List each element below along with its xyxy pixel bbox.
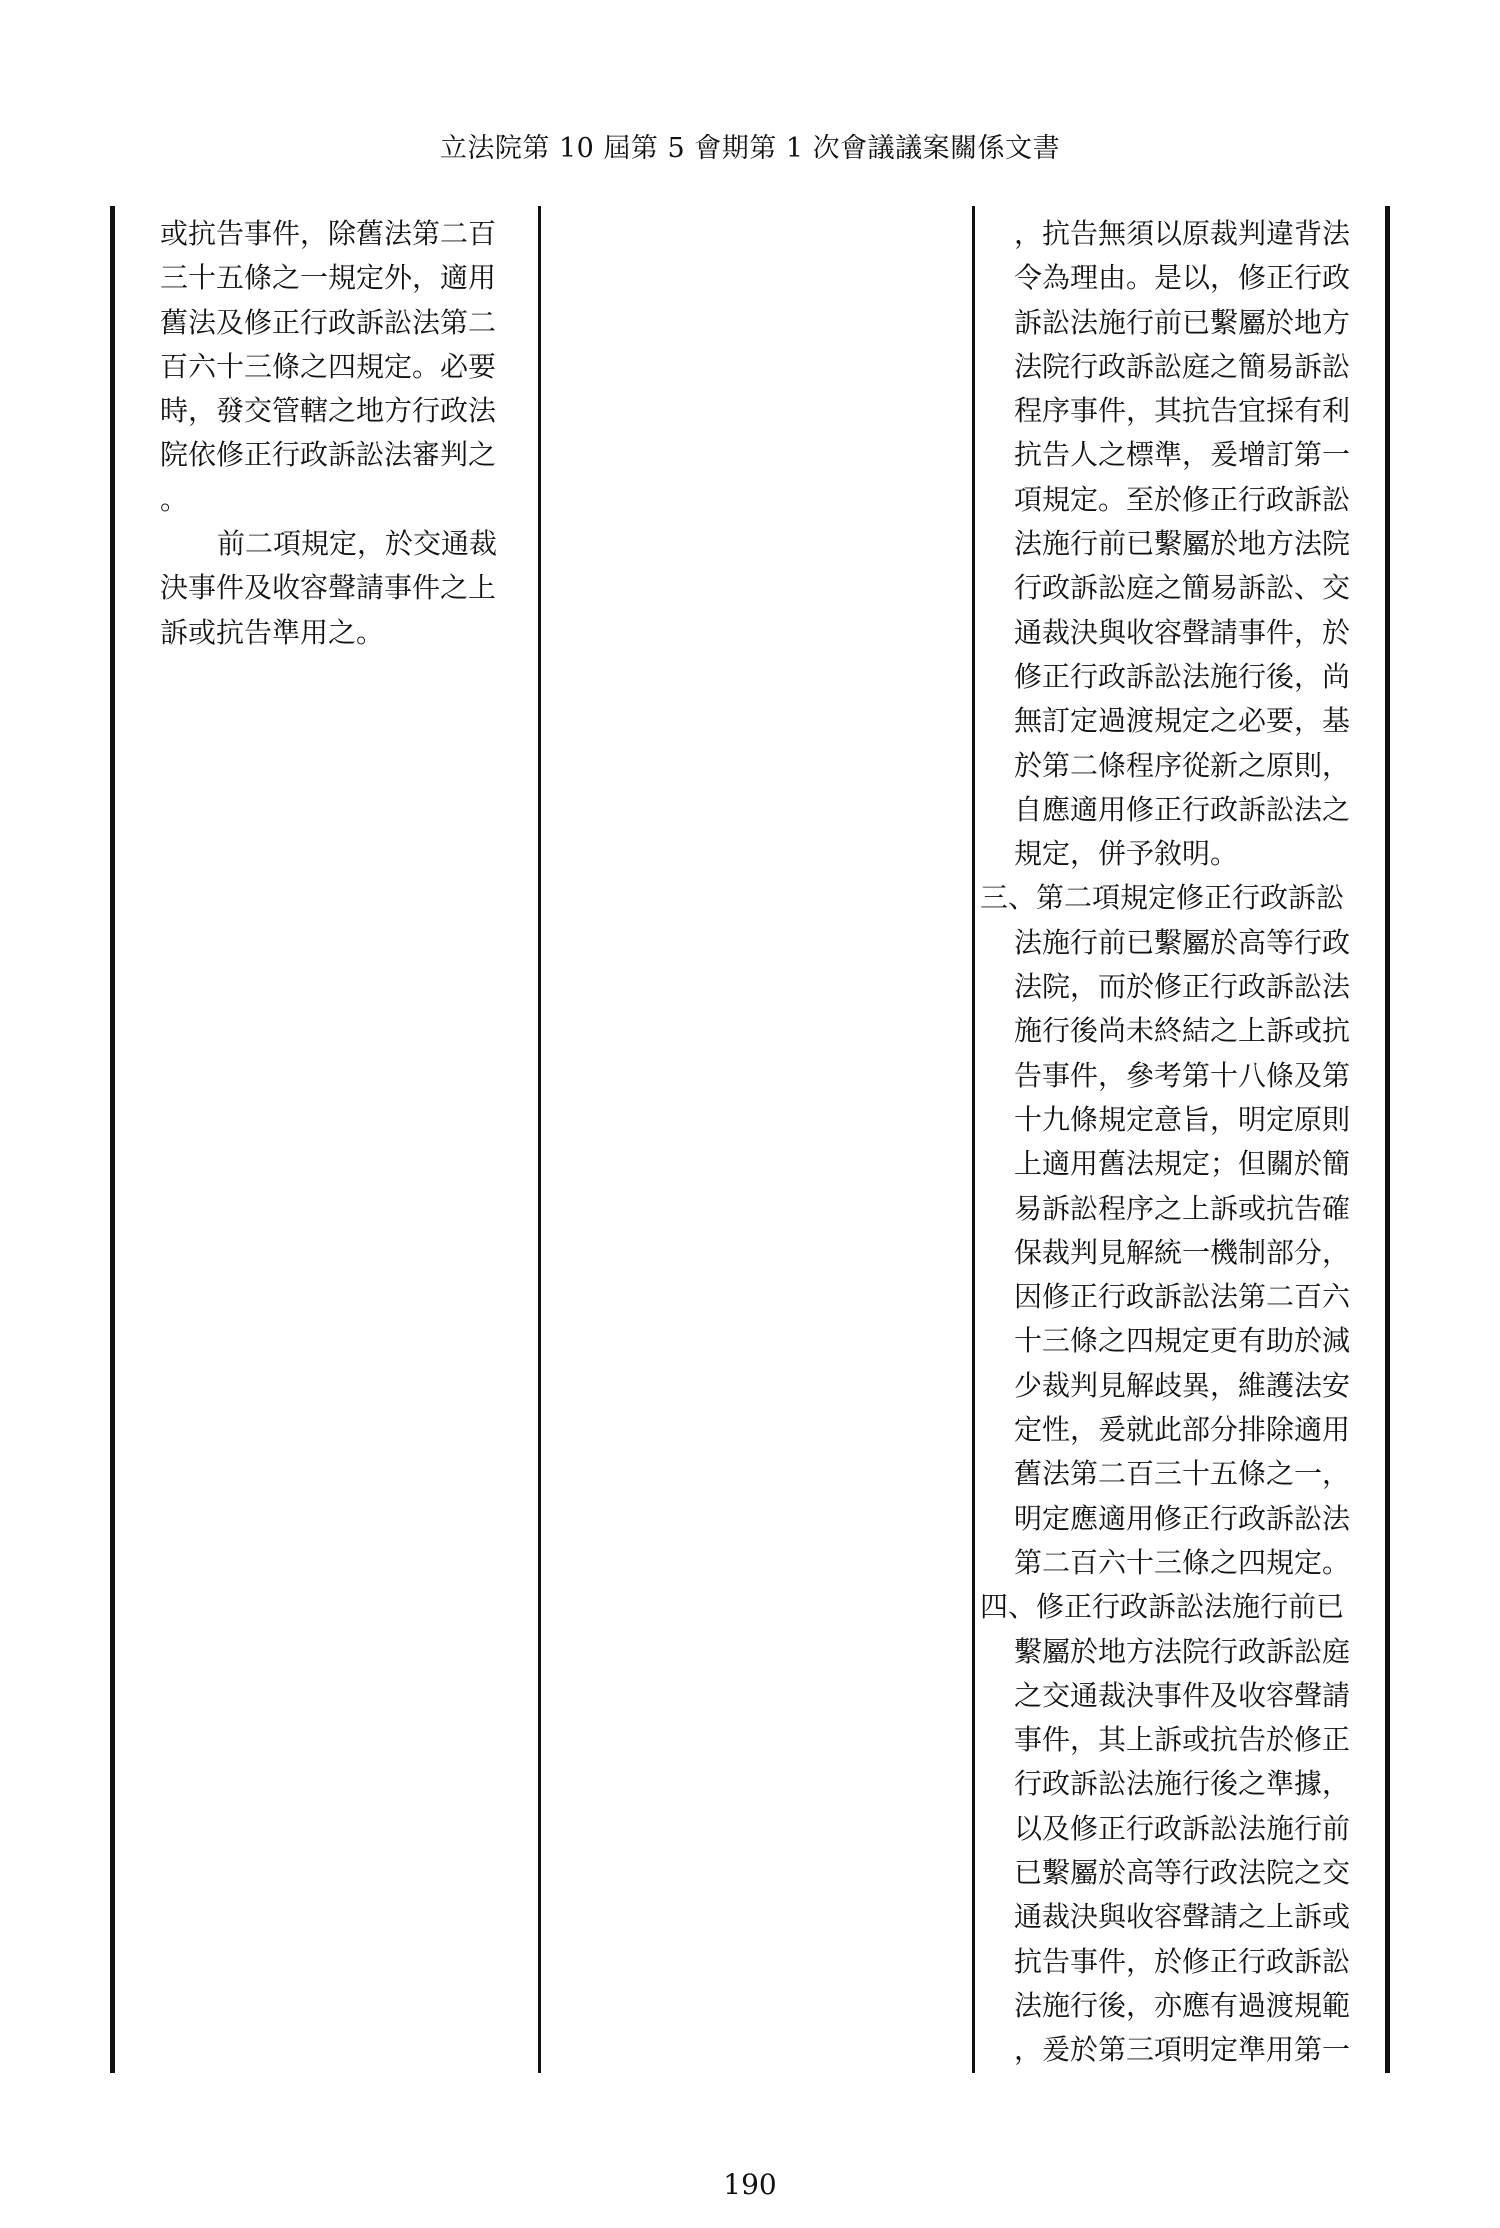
text-line: 舊法第二百三十五條之一， (1014, 1457, 1351, 1491)
text-line: 第二百六十三條之四規定。 (1014, 1545, 1351, 1579)
column-divider-1 (538, 206, 541, 2073)
text-line: 之交通裁決事件及收容聲請 (1014, 1678, 1351, 1712)
text-line: 項規定。至於修正行政訴訟 (1014, 482, 1351, 516)
text-line: 決事件及收容聲請事件之上 (160, 571, 497, 605)
text-line: 告事件，參考第十八條及第 (1014, 1058, 1351, 1092)
item-heading-3: 三、第二項規定修正行政訴訟 (980, 881, 1345, 915)
text-line: 通裁決與收容聲請事件，於 (1014, 615, 1351, 649)
text-line: 少裁判見解歧異，維護法安 (1014, 1368, 1351, 1402)
page-header: 立法院第 10 屆第 5 會期第 1 次會議議案關係文書 (439, 133, 1061, 164)
text-line: 已繫屬於高等行政法院之交 (1014, 1855, 1351, 1889)
text-line: 繫屬於地方法院行政訴訟庭 (1014, 1634, 1351, 1668)
column-divider-2 (972, 206, 975, 2073)
text-line: 程序事件，其抗告宜採有利 (1014, 394, 1351, 428)
comparison-table (110, 206, 1390, 2073)
text-line: 院依修正行政訴訟法審判之 (160, 438, 497, 472)
text-line: 以及修正行政訴訟法施行前 (1014, 1811, 1351, 1845)
amended-text-column (160, 212, 525, 655)
text-line: 定性，爰就此部分排除適用 (1014, 1413, 1351, 1447)
text-line: 時，發交管轄之地方行政法 (160, 394, 497, 428)
text-line: 無訂定過渡規定之必要，基 (1014, 704, 1351, 738)
text-line: 通裁決與收容聲請之上訴或 (1014, 1900, 1351, 1934)
text-line: 法施行前已繫屬於地方法院 (1014, 527, 1351, 561)
text-line: ，抗告無須以原裁判違背法 (1014, 217, 1351, 250)
text-line: 上適用舊法規定；但關於簡 (1014, 1147, 1351, 1181)
page-number: 190 (723, 2168, 777, 2201)
table-left-border (110, 206, 115, 2073)
text-line: 。 (160, 482, 189, 516)
text-line: 法施行前已繫屬於高等行政 (1014, 925, 1351, 959)
text-line: 十三條之四規定更有助於減 (1014, 1324, 1351, 1358)
table-right-border (1385, 206, 1390, 2073)
text-line: 百六十三條之四規定。必要 (160, 349, 497, 383)
text-line: 行政訴訟庭之簡易訴訟、交 (1014, 571, 1351, 605)
text-line: 保裁判見解統一機制部分， (1014, 1235, 1351, 1269)
text-line: 修正行政訴訟法施行後，尚 (1014, 659, 1351, 693)
text-line: 舊法及修正行政訴訟法第二 (160, 305, 497, 339)
text-line: 訴或抗告準用之。 (160, 615, 385, 649)
text-line: 行政訴訟法施行後之準據， (1014, 1767, 1351, 1801)
text-line: 抗告人之標準，爰增訂第一 (1014, 438, 1351, 472)
text-line: 明定應適用修正行政訴訟法 (1014, 1501, 1351, 1535)
text-line: 施行後尚未終結之上訴或抗 (1014, 1014, 1351, 1048)
text-line: 於第二條程序從新之原則， (1014, 748, 1351, 782)
text-line: ，爰於第三項明定準用第一 (1014, 2033, 1351, 2067)
text-line: 十九條規定意旨，明定原則 (1014, 1102, 1351, 1136)
explanation-column (980, 212, 1385, 2072)
text-line: 法施行後，亦應有過渡規範 (1014, 1988, 1351, 2022)
text-line: 令為理由。是以，修正行政 (1014, 261, 1351, 295)
text-line: 易訴訟程序之上訴或抗告確 (1014, 1191, 1351, 1225)
text-line: 抗告事件，於修正行政訴訟 (1014, 1944, 1351, 1978)
item-heading-4: 四、修正行政訴訟法施行前已 (980, 1590, 1345, 1624)
text-line: 事件，其上訴或抗告於修正 (1014, 1723, 1351, 1757)
text-line: 前二項規定，於交通裁 (217, 527, 498, 561)
text-line: 或抗告事件，除舊法第二百 (160, 217, 497, 250)
text-line: 訴訟法施行前已繫屬於地方 (1014, 305, 1351, 339)
text-line: 因修正行政訴訟法第二百六 (1014, 1280, 1351, 1314)
text-line: 自應適用修正行政訴訟法之 (1014, 792, 1351, 826)
text-line: 法院，而於修正行政訴訟法 (1014, 970, 1351, 1004)
text-line: 三十五條之一規定外，適用 (160, 261, 497, 295)
text-line: 法院行政訴訟庭之簡易訴訟 (1014, 349, 1351, 383)
text-line: 規定，併予敘明。 (1014, 837, 1239, 871)
